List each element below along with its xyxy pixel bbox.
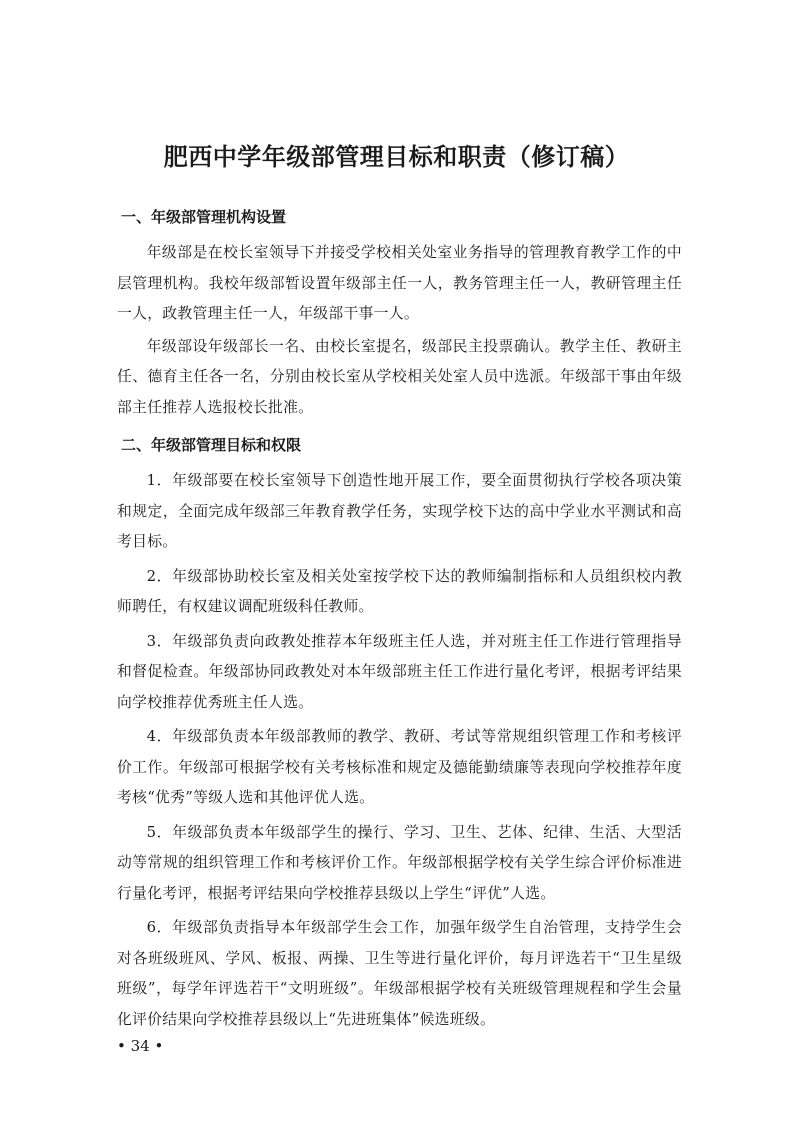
goal-item-2: 2．年级部协助校长室及相关处室按学校下达的教师编制指标和人员组织校内教师聘任，有权建议调配班级科任教师。 — [117, 567, 682, 615]
section-heading-goals: 二、年级部管理目标和权限 — [121, 436, 302, 454]
goal-item-1: 1．年级部要在校长室领导下创造性地开展工作，要全面贯彻执行学校各项决策和规定，全面完成年级部三年教育教学任务，实现学校下达的高中学业水平测试和高考目标。 — [117, 472, 682, 550]
paragraph-organization-2: 年级部设年级部长一名、由校长室提名，级部民主投票确认。教学主任、教研主任、德育主任各一名，分别由校长室从学校相关处室人员中选派。年级部干事由年级部主任推荐人选报校长批准。 — [117, 337, 682, 416]
paragraph-organization-1: 年级部是在校长室领导下并接受学校相关处室业务指导的管理教育教学工作的中层管理机构。我校年级部暂设置年级部主任一人，教务管理主任一人，教研管理主任一人，政教管理主任一人，年级部干事一人。 — [117, 244, 682, 322]
goal-item-6: 6．年级部负责指导本年级部学生会工作，加强年级学生自治管理，支持学生会对各班级班风、学风、板报、两操、卫生等进行量化评价，每月评选若干“卫生星级班级”，每学年评选若干“文明班级”。年级部根据学校有关班级管理规程和学生会量化评价结果向学校推荐县级以上“先进班集体”候选班级。 — [117, 919, 682, 1028]
document-body — [117, 203, 682, 1039]
goal-item-4: 4．年级部负责本年级部教师的教学、教研、考试等常规组织管理工作和考核评价工作。年级部可根据学校有关考核标准和规定及德能勤绩廉等表现向学校推荐年度考核“优秀”等级人选和其他评优人选。 — [117, 728, 682, 806]
section-heading-organization: 一、年级部管理机构设置 — [121, 208, 287, 226]
page-number: • 34 • — [117, 1037, 164, 1055]
document-title: 肥西中学年级部管理目标和职责（修订稿） — [163, 143, 630, 171]
goal-item-3: 3．年级部负责向政教处推荐本年级班主任人选，并对班主任工作进行管理指导和督促检查。年级部协同政教处对本年级部班主任工作进行量化考评，根据考评结果向学校推荐优秀班主任人选。 — [117, 632, 682, 711]
goal-item-5: 5．年级部负责本年级部学生的操行、学习、卫生、艺体、纪律、生活、大型活动等常规的组织管理工作和考核评价工作。年级部根据学校有关学生综合评价标准进行量化考评，根据考评结果向学校推荐县级以上学生“评优”人选。 — [117, 823, 682, 902]
